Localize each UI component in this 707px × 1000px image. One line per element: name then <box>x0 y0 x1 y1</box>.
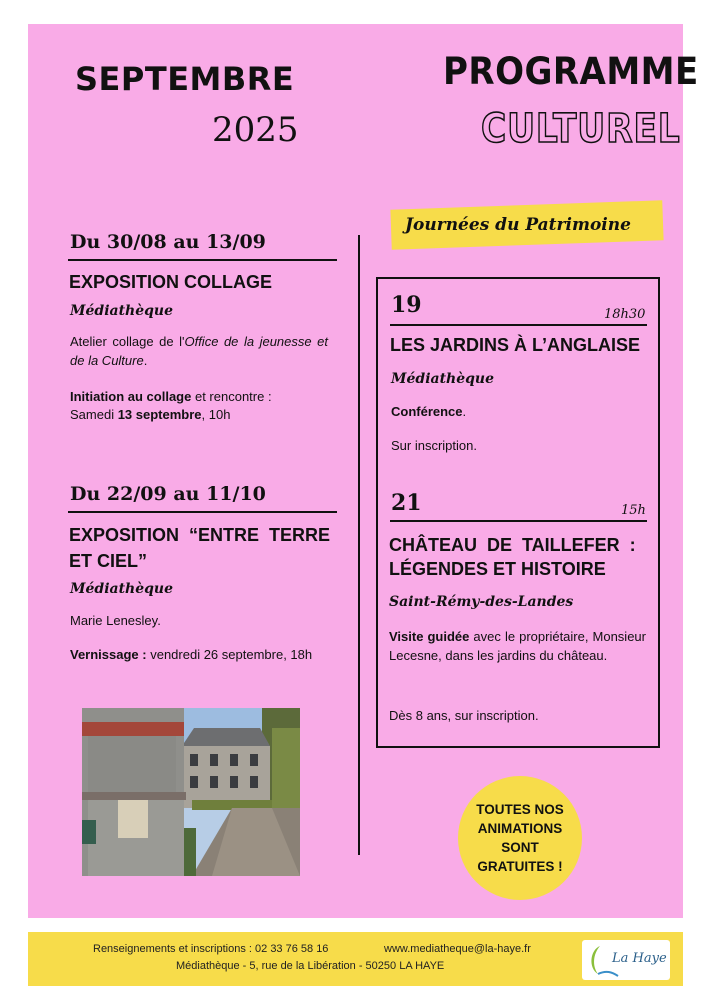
la-haye-logo <box>582 940 670 980</box>
event4-title-line2: LÉGENDES ET HISTOIRE <box>389 559 606 579</box>
event1-title: EXPOSITION COLLAGE <box>69 272 273 292</box>
event2-title-line1: EXPOSITION “ENTRE TERRE <box>69 525 331 545</box>
event4-day: 21 <box>391 490 422 516</box>
la-haye-logo-text: La Haye <box>612 951 667 966</box>
event2-vernissage-label: Vernissage : <box>70 647 147 662</box>
event1-workshop-line <box>70 387 340 406</box>
event3-time: 18h30 <box>604 307 646 322</box>
event4-note: Dès 8 ans, sur inscription. <box>389 708 539 723</box>
event1-schedule-line <box>70 405 340 424</box>
footer-info: Renseignements et inscriptions : 02 33 76 58 16 <box>93 943 329 955</box>
event1-schedule-date: 13 septembre <box>117 407 202 422</box>
event1-desc-org: Office de la jeunesse et de la Culture <box>70 334 328 368</box>
event1-venue: Médiathèque <box>70 303 174 319</box>
event3-type-suffix: . <box>462 404 467 419</box>
footer-email[interactable]: www.mediatheque@la-haye.fr <box>384 943 531 955</box>
event3-note: Sur inscription. <box>391 438 477 453</box>
event1-desc-suffix: . <box>143 353 148 368</box>
event2-venue: Médiathèque <box>70 581 174 597</box>
event4-desc-bold: Visite guidée <box>389 629 470 644</box>
event1-date-range: Du 30/08 au 13/09 <box>70 231 266 253</box>
event2-vernissage <box>70 645 350 664</box>
event3-venue: Médiathèque <box>391 371 495 387</box>
programme-heading: PROGRAMME <box>443 50 699 93</box>
free-badge-line4: GRATUITES ! <box>477 859 563 874</box>
event3-day: 19 <box>391 292 422 318</box>
free-badge-line1: TOUTES NOS <box>476 802 564 817</box>
event2-divider <box>68 511 337 513</box>
event2-title-line2: ET CIEL” <box>69 551 148 571</box>
patrimoine-banner: Journées du Patrimoine <box>405 215 631 235</box>
event3-type-bold: Conférence <box>391 404 463 419</box>
event4-divider <box>390 520 647 522</box>
free-badge-text <box>458 800 582 876</box>
culturel-heading: CULTUREL <box>481 106 681 152</box>
event2-artist: Marie Lenesley. <box>70 613 161 628</box>
event4-time: 15h <box>621 503 646 518</box>
chateau-photo <box>82 708 300 876</box>
event1-description <box>70 332 328 370</box>
event4-venue: Saint-Rémy-des-Landes <box>389 594 574 610</box>
event4-desc-rest: avec le propriétaire, Monsieur Lecesne, dans les jardins du château. <box>389 629 646 663</box>
event2-date-range: Du 22/09 au 11/10 <box>70 483 266 505</box>
event4-description <box>389 627 646 665</box>
column-divider <box>358 235 360 855</box>
free-badge-line2: ANIMATIONS <box>477 821 563 836</box>
event1-workshop-bold: Initiation au collage <box>70 389 192 404</box>
event4-title-line1: CHÂTEAU DE TAILLEFER : <box>389 535 636 555</box>
footer-address: Médiathèque - 5, rue de la Libération - 50250 LA HAYE <box>176 960 445 972</box>
free-badge-line3: SONT <box>501 840 539 855</box>
month-heading: SEPTEMBRE <box>75 60 295 98</box>
event1-workshop-rest: et rencontre : <box>191 389 272 404</box>
event2-vernissage-date: vendredi 26 septembre, 18h <box>146 647 313 662</box>
event1-schedule-time: , 10h <box>201 407 231 422</box>
event3-divider <box>390 324 647 326</box>
event3-type <box>391 402 466 421</box>
event1-desc-prefix: Atelier collage de l' <box>70 334 185 349</box>
event1-schedule-a: Samedi <box>70 407 118 422</box>
event3-title: LES JARDINS À L’ANGLAISE <box>390 335 641 355</box>
year-heading: 2025 <box>212 110 299 150</box>
event1-divider <box>68 259 337 261</box>
